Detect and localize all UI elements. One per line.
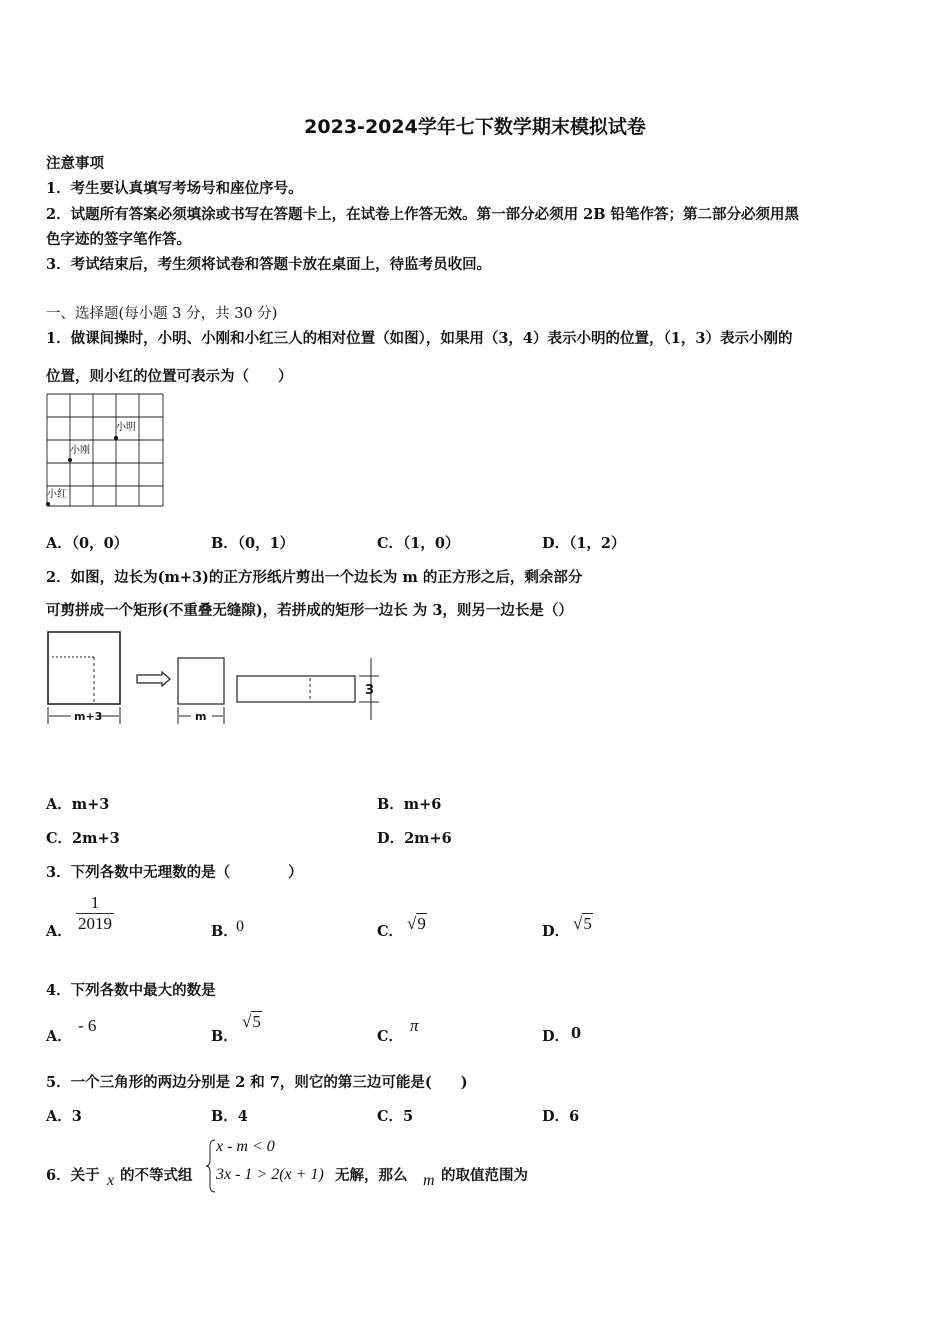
notice-item: 3．考试结束后，考生须将试卷和答题卡放在桌面上，待监考员收回。 — [46, 256, 492, 273]
q2-option-b[interactable]: B．m+6 — [377, 796, 442, 813]
q5-option-c[interactable]: C．5 — [377, 1108, 414, 1125]
q3-option-a-fraction[interactable] — [76, 893, 114, 934]
result-rectangle — [237, 676, 355, 702]
label-ming: 小明 — [116, 422, 136, 433]
radicand: 5 — [252, 1012, 261, 1031]
label-m-plus-3: m+3 — [74, 710, 103, 723]
q6-suffix2: 的取值范围为 — [441, 1167, 528, 1184]
q6-middle: 的不等式组 — [120, 1167, 193, 1184]
label-hong: 小红 — [47, 489, 67, 500]
section-heading: 一、选择题(每小题 3 分，共 30 分) — [46, 306, 278, 322]
q2-option-c[interactable]: C．2m+3 — [46, 830, 120, 847]
small-square — [178, 658, 224, 704]
q3-option-d-sqrt[interactable]: √5 — [573, 914, 592, 933]
q2-stem-line2: 可剪拼成一个矩形(不重叠无缝隙)，若拼成的矩形一边长 为 3，则另一边长是（） — [46, 602, 573, 619]
label-gang: 小刚 — [70, 445, 90, 456]
q4-stem: 4．下列各数中最大的数是 — [46, 982, 216, 999]
q4-option-b-sqrt[interactable]: √5 — [242, 1012, 261, 1031]
q5-option-a[interactable]: A．3 — [46, 1108, 82, 1125]
radicand: 5 — [583, 914, 592, 933]
q3-option-a-label[interactable]: A． — [46, 923, 72, 940]
q2-figure-svg — [44, 628, 389, 728]
q4-option-b-label[interactable]: B． — [211, 1028, 238, 1045]
q1-option-a[interactable]: A．（0，0） — [46, 535, 129, 552]
q1-option-c[interactable]: C．（1，0） — [377, 535, 460, 552]
q1-grid-figure — [46, 393, 166, 513]
q2-stem-line1: 2．如图，边长为(m+3)的正方形纸片剪出一个边长为 m 的正方形之后，剩余部分 — [46, 569, 583, 586]
q4-option-a-label[interactable]: A． — [46, 1028, 72, 1045]
q5-option-b[interactable]: B．4 — [211, 1108, 248, 1125]
q6-inequality-2: 3x - 1 > 2(x + 1) — [216, 1166, 324, 1183]
q6-var-x: x — [107, 1172, 115, 1189]
q3-option-c-sqrt[interactable]: √9 — [407, 914, 426, 933]
notice-item: 1．考生要认真填写考场号和座位序号。 — [46, 180, 303, 197]
q5-option-d[interactable]: D．6 — [542, 1108, 580, 1125]
arrow-icon — [137, 672, 170, 686]
q3-stem: 3．下列各数中无理数的是（ ） — [46, 864, 303, 881]
point-ming — [114, 436, 118, 440]
q4-option-d-label[interactable]: D． — [542, 1028, 570, 1045]
point-hong — [46, 502, 50, 506]
fraction-numerator: 1 — [76, 893, 114, 914]
fraction-denominator: 2019 — [78, 914, 112, 933]
q6-suffix1: 无解，那么 — [335, 1167, 408, 1184]
q4-option-c-value[interactable]: π — [410, 1016, 419, 1035]
point-gang — [68, 458, 72, 462]
label-3: 3 — [365, 683, 375, 698]
radicand: 9 — [417, 914, 426, 933]
q4-option-a-value[interactable]: - 6 — [78, 1016, 97, 1035]
q3-option-d-label[interactable]: D． — [542, 923, 570, 940]
notice-item: 色字迹的签字笔作答。 — [46, 231, 191, 248]
page-title: 2023-2024学年七下数学期末模拟试卷 — [304, 116, 646, 138]
q1-stem-line2: 位置，则小红的位置可表示为（ ） — [46, 368, 293, 385]
q1-option-d[interactable]: D．（1，2） — [542, 535, 626, 552]
q6-inequality-1: x - m < 0 — [216, 1138, 275, 1155]
big-square — [48, 632, 120, 704]
q6-var-m: m — [423, 1172, 435, 1189]
q4-option-d-value[interactable]: 0 — [571, 1025, 582, 1042]
q3-option-c-label[interactable]: C． — [377, 923, 404, 940]
q3-option-b-label[interactable]: B． — [211, 923, 238, 940]
q2-figure — [44, 628, 389, 732]
q6-prefix: 6．关于 — [46, 1167, 100, 1184]
notice-item: 2．试题所有答案必须填涂或书写在答题卡上，在试卷上作答无效。第一部分必须用 2B 铅笔作答；第二部分必须用黑 — [46, 206, 800, 223]
q1-option-b[interactable]: B．（0，1） — [211, 535, 295, 552]
q2-option-d[interactable]: D．2m+6 — [377, 830, 452, 847]
q2-option-a[interactable]: A．m+3 — [46, 796, 110, 813]
q1-stem-line1: 1．做课间操时，小明、小刚和小红三人的相对位置（如图），如果用（3，4）表示小明的位置，（1，3）表示小刚的 — [46, 330, 793, 347]
q4-option-c-label[interactable]: C． — [377, 1028, 404, 1045]
q3-option-b-value[interactable]: 0 — [236, 918, 244, 935]
notice-heading: 注意事项 — [46, 155, 104, 172]
q5-stem: 5．一个三角形的两边分别是 2 和 7，则它的第三边可能是( ) — [46, 1074, 468, 1091]
label-m: m — [195, 710, 207, 723]
q1-grid-svg — [46, 393, 166, 509]
